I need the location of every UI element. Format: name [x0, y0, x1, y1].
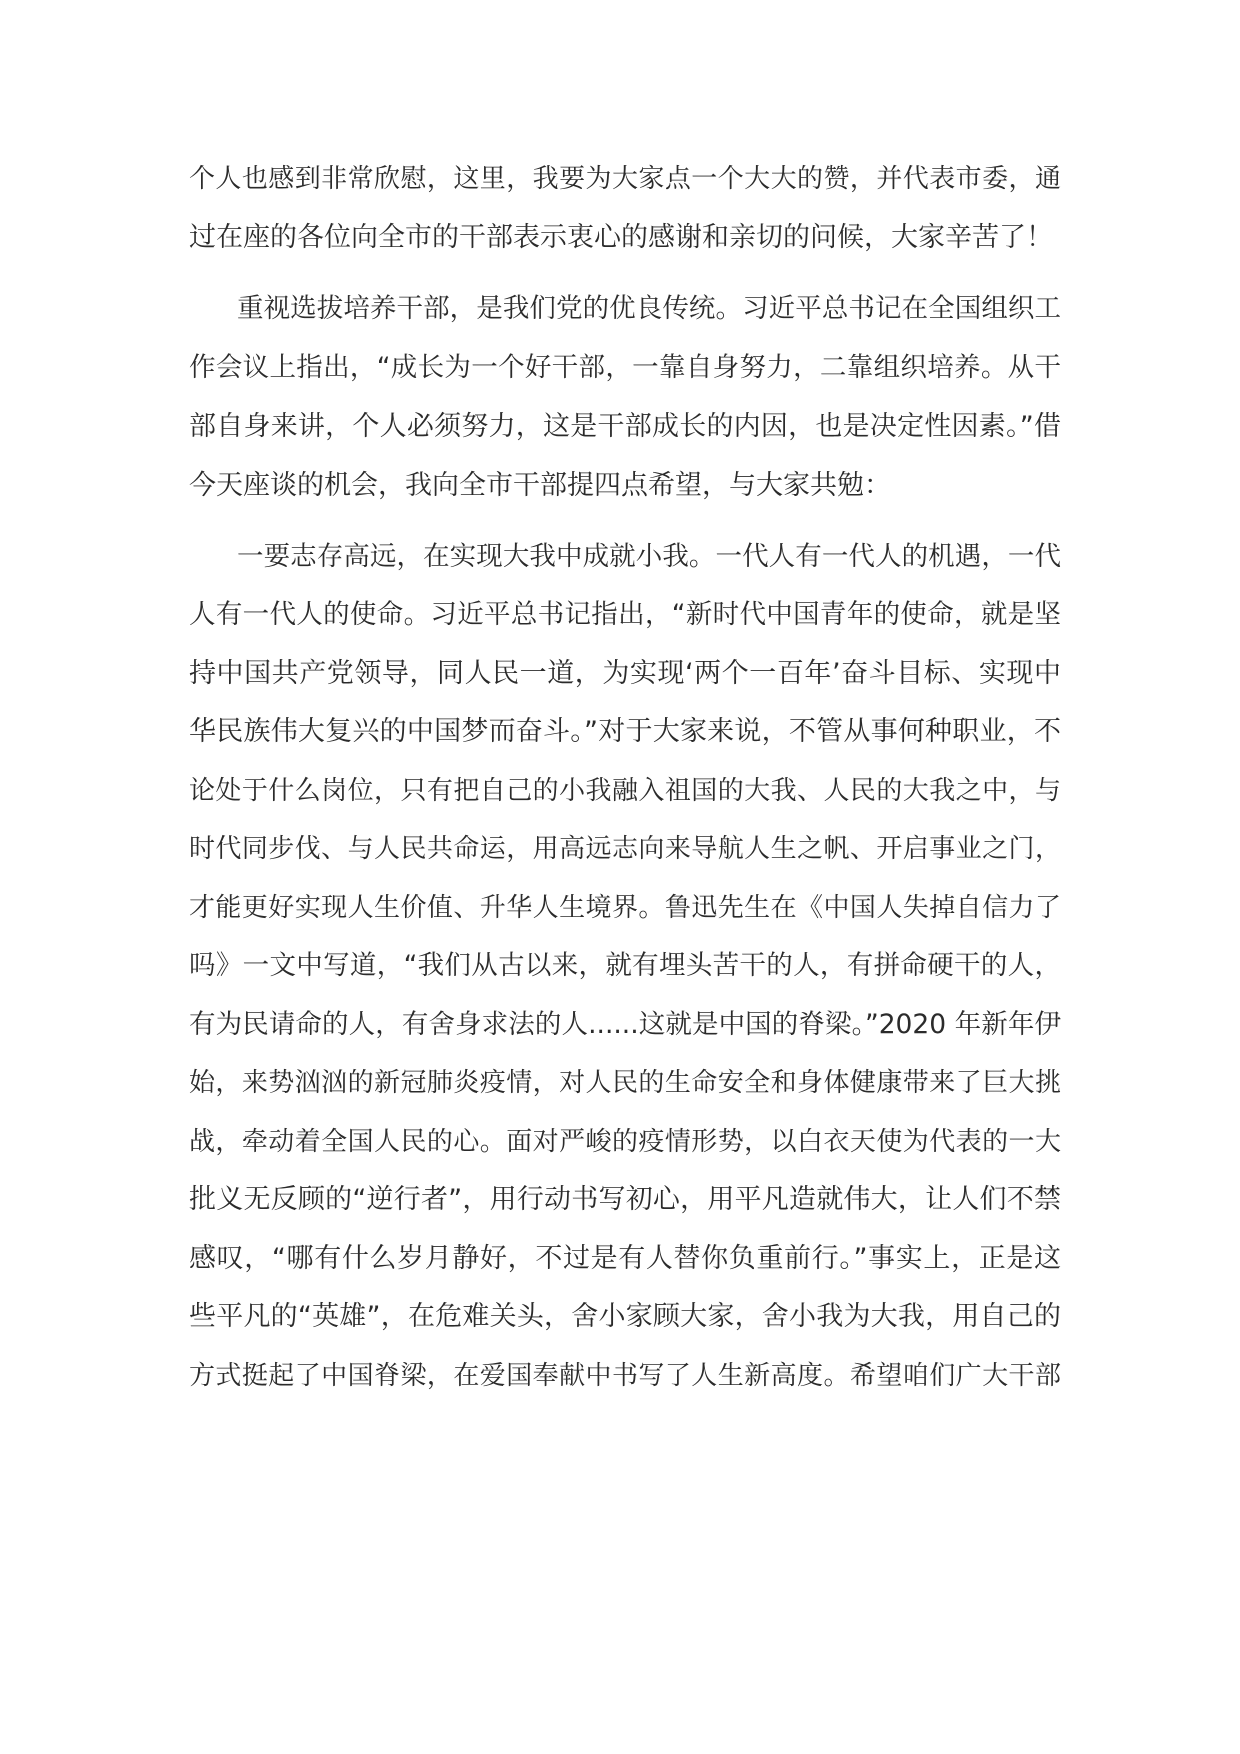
- text-line: 吗》一文中写道，“我们从古以来，就有埋头苦干的人，有拼命硬干的人，: [189, 950, 1061, 981]
- text-line: 作会议上指出，“成长为一个好干部，一靠自身努力，二靠组织培养。从干: [189, 352, 1061, 383]
- text-line: 人有一代人的使命。习近平总书记指出，“新时代中国青年的使命，就是坚: [189, 599, 1061, 630]
- text-line: 时代同步伐、与人民共命运，用高远志向来导航人生之帆、开启事业之门，: [189, 834, 1061, 864]
- text-line: 今天座谈的机会，我向全市干部提四点希望，与大家共勉：: [189, 470, 891, 501]
- text-line: 批义无反顾的“逆行者”，用行动书写初心，用平凡造就伟大，让人们不禁: [189, 1184, 1061, 1215]
- text-line: 过在座的各位向全市的干部表示衷心的感谢和亲切的问候，大家辛苦了！: [189, 222, 1053, 253]
- text-line: 战，牵动着全国人民的心。面对严峻的疫情形势，以白衣天使为代表的一大: [189, 1127, 1061, 1157]
- text-line: 感叹，“哪有什么岁月静好，不过是有人替你负重前行。”事实上，正是这: [189, 1243, 1061, 1274]
- text-line: 论处于什么岗位，只有把自己的小我融入祖国的大我、人民的大我之中，与: [189, 776, 1061, 806]
- text-line: 重视选拔培养干部，是我们党的优良传统。习近平总书记在全国组织工: [237, 293, 1061, 324]
- text-line: 有为民请命的人，有舍身求法的人......这就是中国的脊梁。”2020 年新年伊: [189, 1009, 1061, 1040]
- text-line: 持中国共产党领导，同人民一道，为实现‘两个一百年’奋斗目标、实现中: [189, 658, 1061, 689]
- text-line: 始，来势汹汹的新冠肺炎疫情，对人民的生命安全和身体健康带来了巨大挑: [189, 1068, 1061, 1098]
- text-line: 华民族伟大复兴的中国梦而奋斗。”对于大家来说，不管从事何种职业，不: [189, 716, 1061, 747]
- text-line: 些平凡的“英雄”，在危难关头，舍小家顾大家，舍小我为大我，用自己的: [189, 1301, 1061, 1332]
- text-line: 部自身来讲，个人必须努力，这是干部成长的内因，也是决定性因素。”借: [189, 411, 1061, 442]
- text-line: 一要志存高远，在实现大我中成就小我。一代人有一代人的机遇，一代: [237, 541, 1061, 572]
- text-line: 才能更好实现人生价值、升华人生境界。鲁迅先生在《中国人失掉自信力了: [189, 893, 1061, 923]
- text-line: 个人也感到非常欣慰，这里，我要为大家点一个大大的赞，并代表市委，通: [189, 164, 1061, 194]
- text-line: 方式挺起了中国脊梁，在爱国奉献中书写了人生新高度。希望咱们广大干部: [189, 1361, 1061, 1391]
